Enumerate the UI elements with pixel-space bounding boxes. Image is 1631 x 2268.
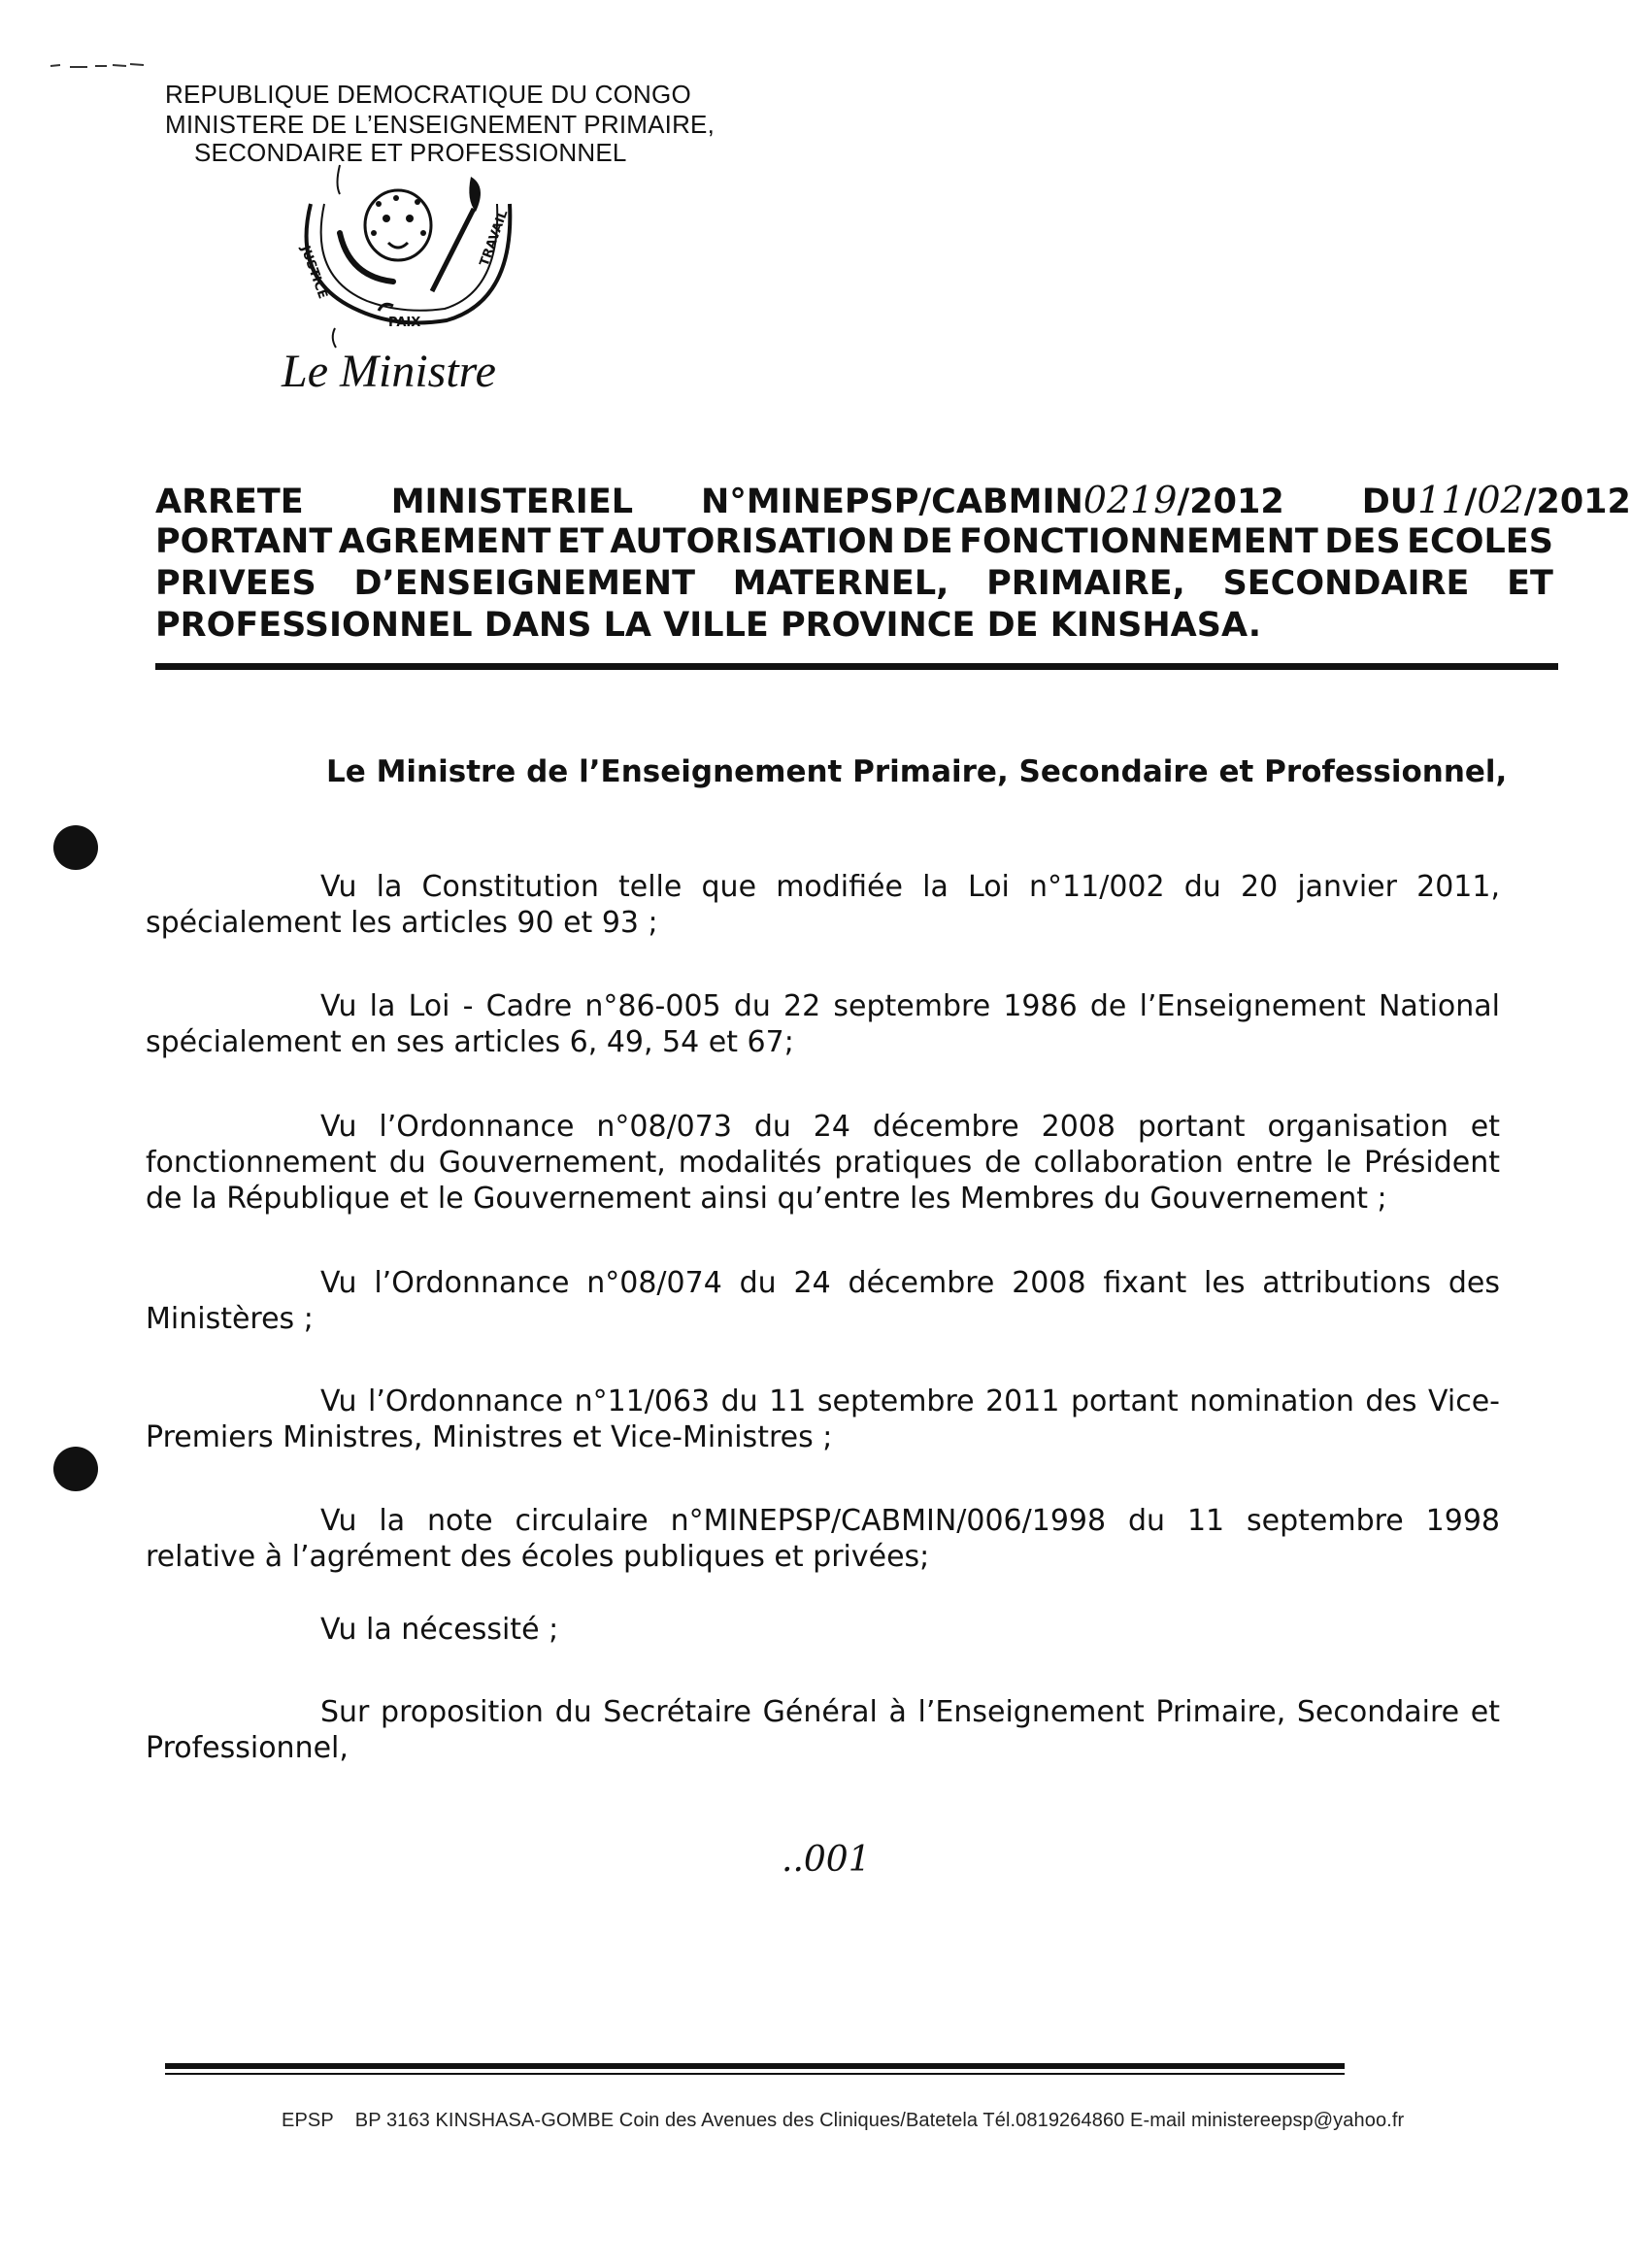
header-republic: REPUBLIQUE DEMOCRATIQUE DU CONGO bbox=[165, 80, 691, 109]
footer-address bbox=[282, 2110, 1404, 2132]
title-line-3 bbox=[155, 564, 1553, 603]
header-ministry: MINISTERE DE L’ENSEIGNEMENT PRIMAIRE, bbox=[165, 110, 716, 139]
title-word: SECONDAIRE bbox=[1222, 564, 1470, 603]
considerant-paragraph: Vu la nécessité ; bbox=[320, 1613, 559, 1647]
title-line-4: PROFESSIONNEL DANS LA VILLE PROVINCE DE KINSHASA. bbox=[155, 606, 1261, 645]
title-line-1: ARRETE MINISTERIEL N°MINEPSP/CABMIN0219/2012 DU11/02/2012 bbox=[155, 479, 1631, 521]
title-word-ministeriel: MINISTERIEL bbox=[390, 483, 634, 521]
scan-mark bbox=[49, 58, 165, 66]
punch-hole bbox=[53, 825, 98, 870]
considerant-paragraph: Vu l’Ordonnance n°11/063 du 11 septembre 2011 portant nomination des Vice-Premiers Ministres, Ministres et Vice-Ministres ; bbox=[146, 1384, 1500, 1454]
title-word: D’ENSEIGNEMENT bbox=[353, 564, 695, 603]
punch-hole bbox=[53, 1447, 98, 1491]
title-decree-prefix: N°MINEPSP/CABMIN bbox=[701, 483, 1083, 521]
decree-year: /2012 bbox=[1177, 483, 1284, 521]
title-du-label: DU bbox=[1361, 483, 1418, 521]
minister-heading: Le Ministre de l’Enseignement Primaire, Secondaire et Professionnel, bbox=[326, 754, 1508, 789]
title-word: DE bbox=[901, 522, 953, 561]
footer-divider bbox=[165, 2063, 1345, 2069]
considerant-paragraph: Vu la Constitution telle que modifiée la Loi n°11/002 du 20 janvier 2011, spécialement les articles 90 et 93 ; bbox=[146, 870, 1500, 940]
footer-label: EPSP bbox=[282, 2110, 334, 2131]
considerant-paragraph: Sur proposition du Secrétaire Général à l’Enseignement Primaire, Secondaire et Professionnel, bbox=[146, 1695, 1500, 1765]
title-line-2 bbox=[155, 522, 1553, 561]
title-word-arrete: ARRETE bbox=[155, 483, 304, 521]
seal-right-text: TRAVAIL bbox=[477, 208, 512, 269]
considerant-paragraph: Vu la Loi - Cadre n°86-005 du 22 septembre 1986 de l’Enseignement National spécialement en ses articles 6, 49, 54 et 67; bbox=[146, 989, 1500, 1059]
coat-of-arms-seal bbox=[282, 165, 544, 350]
le-ministre-signature: Le Ministre bbox=[282, 346, 496, 397]
seal-bottom-text: PAIX bbox=[388, 316, 421, 330]
title-word: PORTANT bbox=[155, 522, 333, 561]
title-word: PRIMAIRE, bbox=[986, 564, 1185, 603]
header-ministry-cont: SECONDAIRE ET PROFESSIONNEL bbox=[194, 138, 627, 167]
title-word: AUTORISATION bbox=[610, 522, 895, 561]
decree-day-handwritten: 11 bbox=[1417, 479, 1465, 521]
title-word: AGREMENT bbox=[338, 522, 551, 561]
considerant-paragraph: Vu l’Ordonnance n°08/073 du 24 décembre 2008 portant organisation et fonctionnement du Gouvernement, modalités pratiques de collaboration entre le Président de la République et le Gouvernement ainsi qu’entre les Membres du Gouvernement ; bbox=[146, 1110, 1500, 1216]
title-divider bbox=[155, 663, 1558, 670]
title-word: MATERNEL, bbox=[732, 564, 949, 603]
page-initials: ..001 bbox=[782, 1840, 871, 1880]
considerant-paragraph: Vu la note circulaire n°MINEPSP/CABMIN/006/1998 du 11 septembre 1998 relative à l’agrément des écoles publiques et privées; bbox=[146, 1504, 1500, 1574]
title-word: DES bbox=[1324, 522, 1401, 561]
title-word: PRIVEES bbox=[155, 564, 316, 603]
decree-month-handwritten: 02 bbox=[1477, 479, 1524, 521]
decree-date-year: /2012 bbox=[1523, 483, 1631, 521]
title-word: ET bbox=[1507, 564, 1553, 603]
title-word: ECOLES bbox=[1407, 522, 1553, 561]
considerant-paragraph: Vu l’Ordonnance n°08/074 du 24 décembre 2008 fixant les attributions des Ministères ; bbox=[146, 1266, 1500, 1336]
footer-contact: BP 3163 KINSHASA-GOMBE Coin des Avenues des Cliniques/Batetela Tél.0819264860 E-mail ministereepsp@yahoo.fr bbox=[354, 2110, 1405, 2131]
title-word: FONCTIONNEMENT bbox=[959, 522, 1318, 561]
title-word: ET bbox=[556, 522, 604, 561]
seal-left-text: JUSTICE bbox=[297, 244, 330, 301]
footer-divider-thin bbox=[165, 2073, 1345, 2075]
decree-number-handwritten: 0219 bbox=[1082, 479, 1178, 521]
